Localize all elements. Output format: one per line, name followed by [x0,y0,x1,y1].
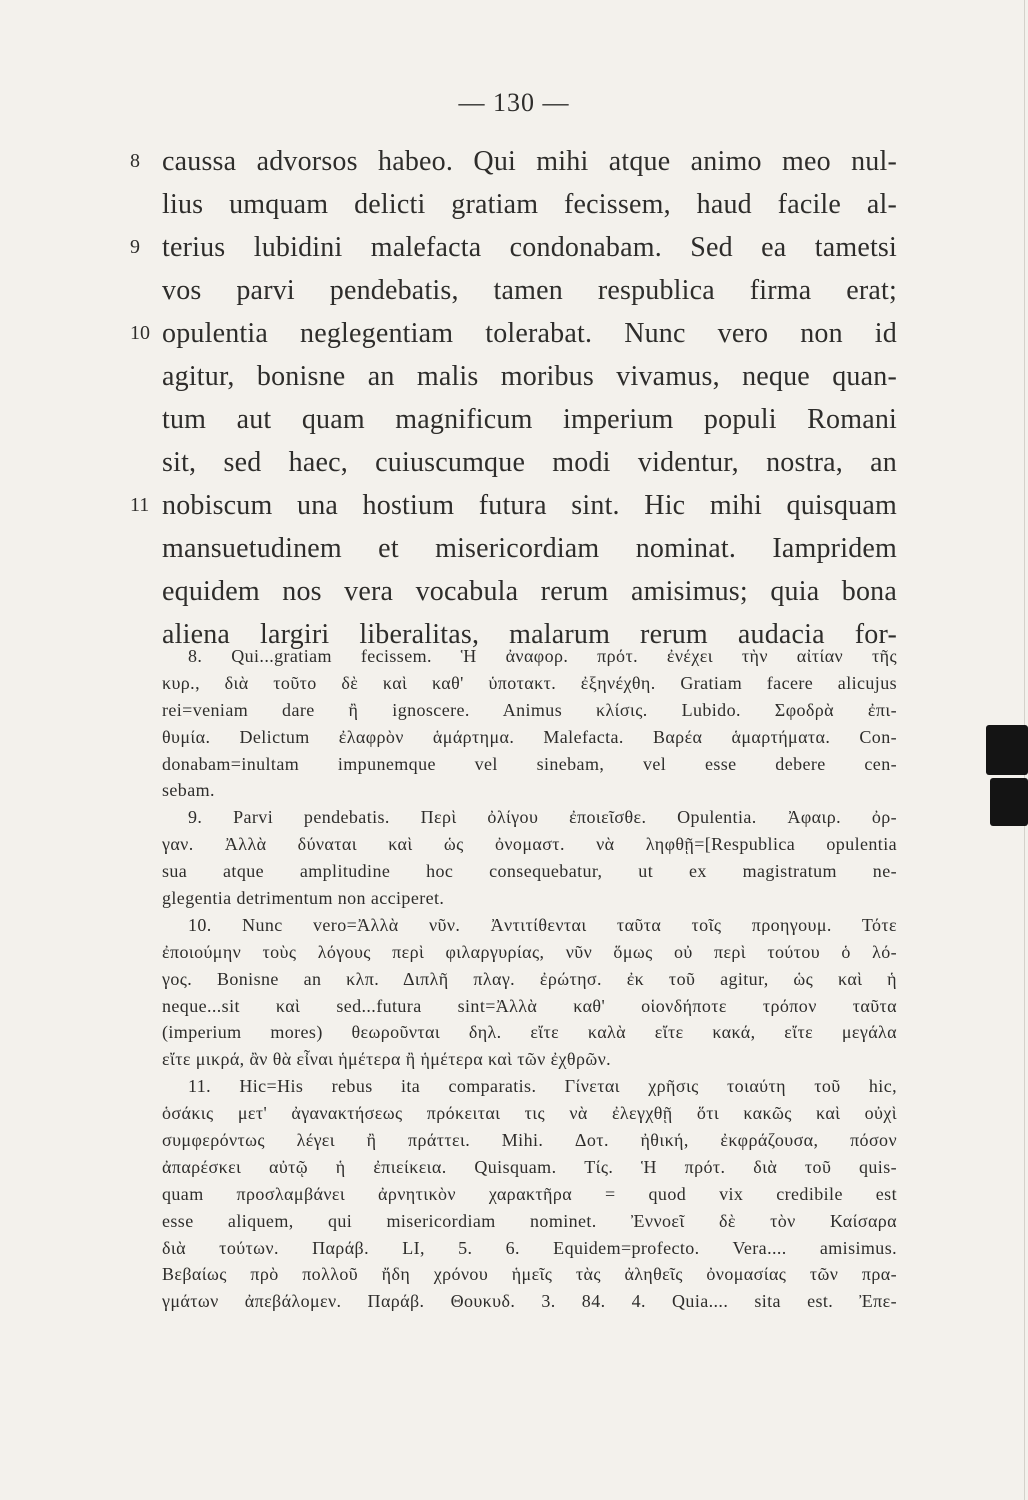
note-text: διὰ τούτων. Παράβ. LI, 5. 6. Equidem=profecto. Vera.... amisimus. [162,1237,897,1258]
text-line [0,269,1028,312]
note-line [0,724,1028,751]
note-text: neque...sit καὶ sed...futura sint=Ἀλλὰ καθ' οἱονδήποτε τρόπον ταῦτα [162,995,897,1016]
note-line [0,1154,1028,1181]
line-text: vos parvi pendebatis, tamen respublica firma erat; [162,275,897,306]
line-text: sit, sed haec, cuiuscumque modi videntur, nostra, an [162,447,897,478]
note-text: quam προσλαμβάνει ἀρνητικὸν χαρακτῆρα = quod vix credibile est [162,1183,897,1204]
note-text: 9. Parvi pendebatis. Περὶ ὀλίγου ἐποιεῖσθε. Opulentia. Ἀφαιρ. ὀρ- [188,807,897,828]
note-line [0,1235,1028,1262]
note-line [0,912,1028,939]
note-line [0,804,1028,831]
commentary-notes [0,643,1028,1315]
note-line [0,1288,1028,1315]
note-line [0,1073,1028,1100]
section-number: 8 [130,150,140,172]
note-text: γμάτων ἀπεβάλομεν. Παράβ. Θουκυδ. 3. 84. 4. Quia.... sita est. Ἐπε- [162,1291,897,1312]
note-line [0,751,1028,778]
note-text: donabam=inultam impunemque vel sinebam, vel esse debere cen- [162,753,897,774]
note-line [0,885,1028,912]
note-text: 8. Qui...gratiam fecissem. Ἡ ἀναφορ. πρότ. ἐνέχει τὴν αἰτίαν τῆς [188,646,897,666]
note-text: ἀπαρέσκει αὐτῷ ἡ ἐπιείκεια. Quisquam. Τίς. Ἡ πρότ. διὰ τοῦ quis- [162,1156,897,1177]
line-text: tum aut quam magnificum imperium populi Romani [162,404,897,435]
note-text: 11. Hic=His rebus ita comparatis. Γίνεται χρῆσις τοιαύτη τοῦ hic, [188,1076,897,1097]
note-line [0,1208,1028,1235]
note-line [0,777,1028,804]
note-line [0,966,1028,993]
line-text: aliena largiri liberalitas, malarum rerum audacia for- [162,619,897,650]
text-line [0,570,1028,613]
note-line [0,1019,1028,1046]
note-line [0,993,1028,1020]
note-text: glegentia detrimentum non acciperet. [162,888,445,909]
note-line [0,643,1028,670]
note-line [0,1046,1028,1073]
section-number: 10 [130,322,150,344]
text-line [0,226,1028,269]
line-text: agitur, bonisne an malis moribus vivamus, neque quan- [162,361,897,392]
text-line [0,140,1028,183]
text-line [0,527,1028,570]
text-line [0,183,1028,226]
note-line [0,1261,1028,1288]
note-line [0,858,1028,885]
note-text: rei=veniam dare ἢ ignoscere. Animus κλίσις. Lubido. Σφοδρὰ ἐπι- [162,699,897,720]
text-line [0,441,1028,484]
note-text: ὁσάκις μετ' ἀγανακτήσεως πρόκειται τις νὰ ἐλεγχθῇ ὅτι κακῶς καὶ οὐχὶ [162,1103,897,1124]
note-line [0,831,1028,858]
note-text: 10. Nunc vero=Ἀλλὰ νῦν. Ἀντιτίθενται ταῦτα τοῖς προηγουμ. Τότε [188,914,897,935]
text-line [0,484,1028,527]
text-line [0,312,1028,355]
note-text: (imperium mores) θεωροῦνται δηλ. εἴτε καλὰ εἴτε κακά, εἴτε μεγάλα [162,1022,897,1043]
note-text: γος. Bonisne an κλπ. Διπλῆ πλαγ. ἐρώτησ. ἐκ τοῦ agitur, ὡς καὶ ἡ [162,968,897,989]
note-text: κυρ., διὰ τοῦτο δὲ καὶ καθ' ὑποτακτ. ἐξηνέχθη. Gratiam facere alicujus [162,672,897,693]
note-text: sebam. [162,780,215,801]
note-line [0,697,1028,724]
text-line [0,398,1028,441]
note-line [0,939,1028,966]
note-line [0,1181,1028,1208]
line-text: terius lubidini malefacta condonabam. Sed ea tametsi [162,232,897,263]
line-text: equidem nos vera vocabula rerum amisimus; quia bona [162,576,897,607]
note-line [0,670,1028,697]
note-text: esse aliquem, qui misericordiam nominet. Ἐννοεῖ δὲ τὸν Καίσαρα [162,1210,897,1231]
section-number: 9 [130,236,140,258]
line-text: mansuetudinem et misericordiam nominat. Iampridem [162,533,897,564]
note-text: sua atque amplitudine hoc consequebatur, ut ex magistratum ne- [162,861,897,882]
main-text [0,140,1028,656]
note-text: εἴτε μικρά, ἂν θὰ εἶναι ἡμέτερα ἢ ἡμέτερα καὶ τῶν ἐχθρῶν. [162,1049,612,1070]
page-number: — 130 — [458,88,570,117]
note-text: γαν. Ἀλλὰ δύναται καὶ ὡς ὀνομαστ. νὰ ληφθῇ=[Respublica opulentia [162,834,897,855]
line-text: caussa advorsos habeo. Qui mihi atque animo meo nul- [162,146,897,177]
note-text: ἐποιούμην τοὺς λόγους περὶ φιλαργυρίας, νῦν ὅμως οὐ περὶ τούτου ὁ λό- [162,941,897,962]
note-text: Βεβαίως πρὸ πολλοῦ ἤδη χρόνου ἡμεῖς τὰς ἀληθεῖς ὀνομασίας τῶν πρα- [162,1264,897,1285]
line-text: opulentia neglegentiam tolerabat. Nunc vero non id [162,318,897,349]
line-text: lius umquam delicti gratiam fecissem, haud facile al- [162,189,897,220]
note-text: συμφερόντως λέγει ἢ πράττει. Mihi. Δοτ. ἠθική, ἐκφράζουσα, πόσον [162,1130,897,1151]
note-line [0,1127,1028,1154]
note-text: θυμία. Delictum ἐλαφρὸν ἁμάρτημα. Malefacta. Βαρέα ἁμαρτήματα. Con- [162,726,897,747]
note-line [0,1100,1028,1127]
text-line [0,355,1028,398]
section-number: 11 [130,494,150,516]
line-text: nobiscum una hostium futura sint. Hic mihi quisquam [162,490,897,521]
